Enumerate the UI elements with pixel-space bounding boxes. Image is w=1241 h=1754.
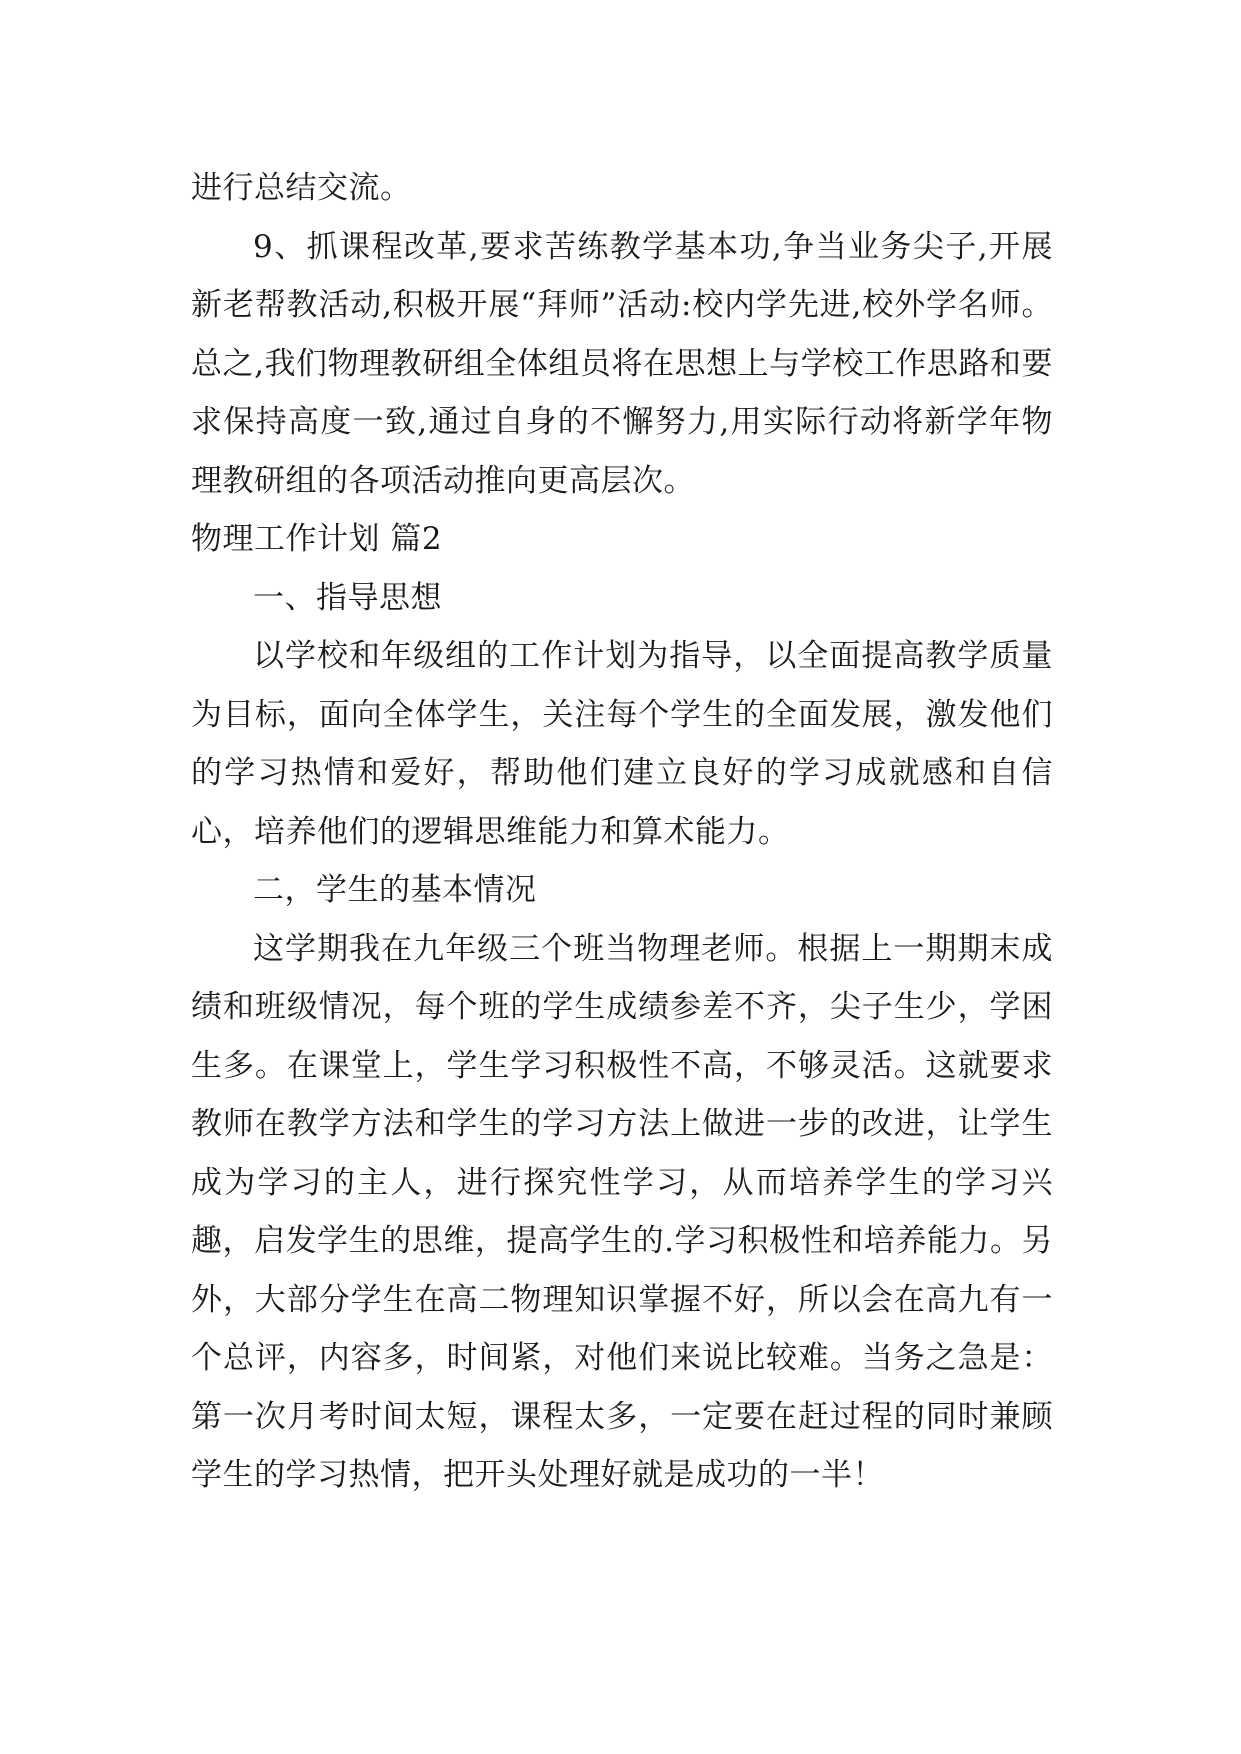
paragraph-guiding-thought: 以学校和年级组的工作计划为指导，以全面提高教学质量为目标，面向全体学生，关注每个学生的全面发展，激发他们的学习热情和爱好，帮助他们建立良好的学习成就感和自信心，培养他们的逻辑思维能力和算术能力。 [191, 638, 1053, 850]
paragraph-continuation: 进行总结交流。 [191, 170, 412, 206]
heading-guiding-thought: 一、指导思想 [253, 579, 442, 616]
heading-student-situation: 二，学生的基本情况 [253, 872, 537, 908]
document-body [191, 159, 1053, 1505]
paragraph-student-situation: 这学期我在九年级三个班当物理老师。根据上一期期末成绩和班级情况，每个班的学生成绩参差不齐，尖子生少，学困生多。在课堂上，学生学习积极性不高，不够灵活。这就要求教师在教学方法和学生的学习方法上做进一步的改进，让学生成为学习的主人，进行探究性学习，从而培养学生的学习兴趣，启发学生的思维，提高学生的.学习积极性和培养能力。另外，大部分学生在高二物理知识掌握不好，所以会在高九有一个总评，内容多，时间紧，对他们来说比较难。当务之急是：第一次月考时间太短，课程太多，一定要在赶过程的同时兼顾学生的学习热情，把开头处理好就是成功的一半！ [191, 930, 1053, 1493]
section-title: 物理工作计划 篇2 [191, 521, 443, 557]
paragraph-item-9: 9、抓课程改革,要求苦练教学基本功,争当业务尖子,开展新老帮教活动,积极开展“拜师”活动:校内学先进,校外学名师。总之,我们物理教研组全体组员将在思想上与学校工作思路和要求保持高度一致,通过自身的不懈努力,用实际行动将新学年物理教研组的各项活动推向更高层次。 [191, 228, 1053, 499]
